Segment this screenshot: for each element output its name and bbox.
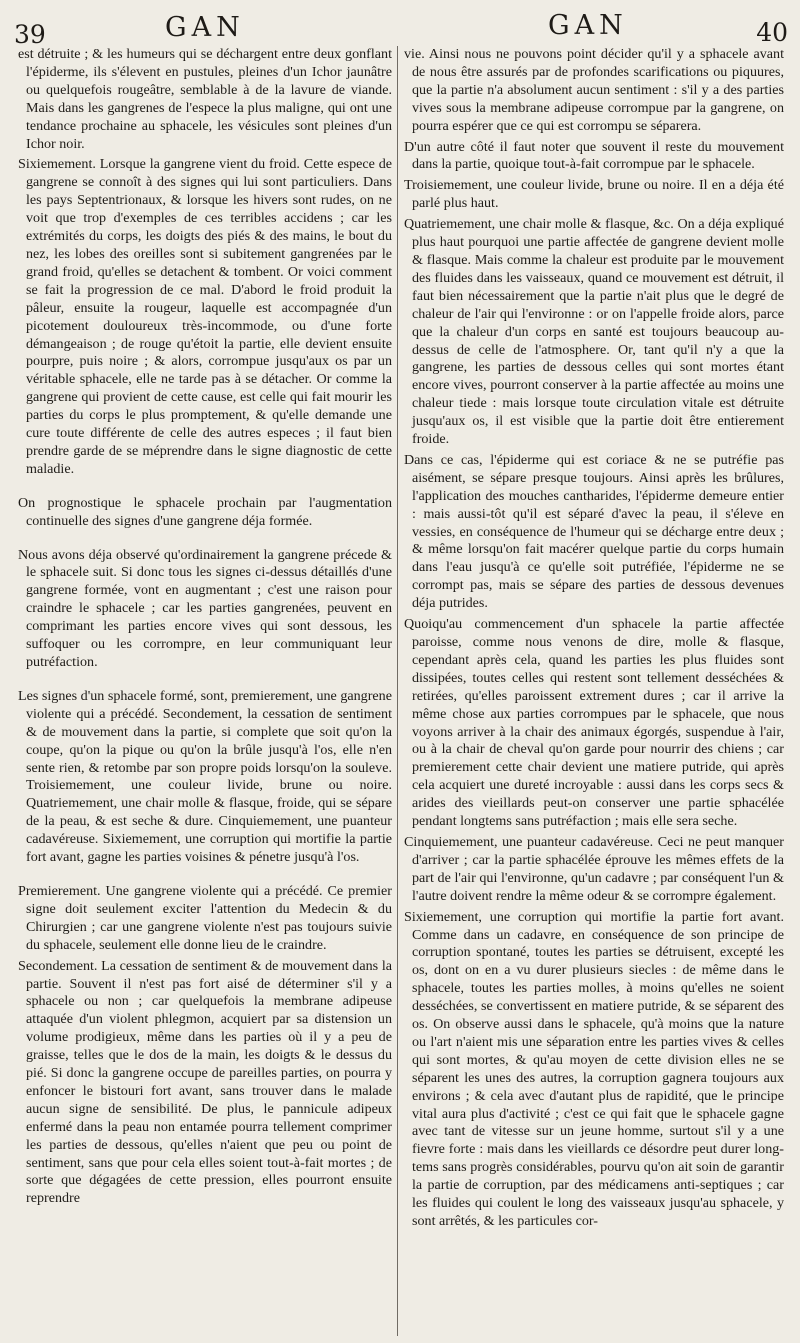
running-head-left: GAN bbox=[165, 12, 245, 43]
paragraph: Les signes d'un sphacele formé, sont, premierement, une gangrene violente qui a précédé. Secondement, la cessation de sentiment & de mouvement dans la partie, si complete que soit qu'on la coupe, qu'on la pique ou qu'on la brûle jusqu'à l'os, elle n'en sente rien, & retombe par son propre poids lorsqu'on la souleve. Troisiemement, une couleur livide, brune ou noire. Quatriemement, une chair molle & flasque, froide, qui se sépare de la peau, & est seche & dure. Cinquiemement, une puanteur cadavéreuse. Sixiemement, une corruption qui mortifie la partie fort avant, gagne les parties voisines & pénetre jusqu'à l'os. bbox=[18, 687, 392, 866]
page-number-left: 39 bbox=[14, 20, 46, 49]
paragraph: Quoiqu'au commencement d'un sphacele la partie affectée paroisse, comme nous venons de dire, molle & flasque, cependant après cela, quand les parties les plus fluides sont dissipées, toutes celles qui restent sont tellement desséchées & retirées, qu'elles paroissent extrement dures ; car il arrive la même chose aux parties corrompues par le sphacele, que nous voyons arriver à la chair des animaux égorgés, suspendue à l'air, ou à la chair de cheval qu'on garde pour nourrir des chiens ; car premierement cette chair devient une matiere putride, qui après cela acquiert une dureté incroyable : aussi dans les corps secs & arides des vieillards peut-on conserver une partie sphacélée pendant longtems sans putréfaction ; mais elle sera seche. bbox=[404, 616, 784, 830]
paragraph: Secondement. La cessation de sentiment & de mouvement dans la partie. Souvent il n'est pas fort aisé de déterminer s'il y a sphacele ou non ; car quelquefois la membrane adipeuse attaquée d'un violent phlegmon, acquiert par sa distension un volume prodigieux, même dans les parties où il y a peu de graisse, telles que le dos de la main, les doigts & le dessus du pié. Si donc la gangrene occupe de pareilles parties, on pourra y enfoncer le bistouri fort avant, sans trouver dans le malade aucun signe de sensibilité. De plus, le pannicule adipeux enfermé dans la peau non entamée pourra tellement comprimer les parties de dessous, qu'elles n'aient que peu ou point de sentiment, sans que pour cela elles soient tout-à-fait mortes ; de sorte que dégagées de cette pression, elles pourront ensuite reprendre bbox=[18, 957, 392, 1207]
page-number-right: 40 bbox=[756, 18, 788, 47]
paragraph: Quatriemement, une chair molle & flasque, &c. On a déja expliqué plus haut pourquoi une partie affectée de gangrene devient molle & flasque. Mais comme la chaleur est produite par le mouvement des fluides dans les vaisseaux, quand ce mouvement est détruit, il faut bien nécessairement que la partie n'ait plus que le degré de chaleur de l'air qui l'environne : or on l'appelle froide alors, parce que la chaleur d'un corps en santé est toujours beaucoup au-dessus de celle de l'atmosphere. Or, tant qu'il n'y a que la gangrene, les parties de dessous celles qui sont mortes étant encore vives, pourront conserver à la partie affectée au moins une chaleur tiede : mais lorsque toute circulation vitale est détruite jusqu'aux os, il est visible que la partie doit être entierement froide. bbox=[404, 216, 784, 448]
paragraph: Troisiemement, une couleur livide, brune ou noire. Il en a déja été parlé plus haut. bbox=[404, 177, 784, 212]
paragraph: D'un autre côté il faut noter que souvent il reste du mouvement dans la partie, quoique tout-à-fait corrompue par le sphacele. bbox=[404, 138, 784, 173]
paragraph: Cinquiemement, une puanteur cadavéreuse. Ceci ne peut manquer d'arriver ; car la partie sphacélée éprouve les mêmes effets de la part de l'air qui l'environne, qu'un cadavre ; par conséquent l'un & l'autre doivent rendre la même odeur & se corrompre également. bbox=[404, 833, 784, 904]
page-header bbox=[0, 0, 800, 48]
paragraph: Dans ce cas, l'épiderme qui est coriace & ne se putréfie pas aisément, se sépare presque toujours. Ainsi après les brûlures, l'application des mouches cantharides, l'épiderme demeure entier : mais aussi-tôt qu'il est séparé d'avec la peau, il s'éleve en vessies, en conséquence de l'humeur qui se décharge entre deux ; & même lorsqu'on fait macérer quelque partie du corps humain dans l'eau jusqu'à ce qu'elle soit putréfiée, l'épiderme ne se corrompt pas, mais se sépare des parties de dessous devenues déja putrides. bbox=[404, 451, 784, 612]
paragraph: On prognostique le sphacele prochain par l'augmentation continuelle des signes d'une gangrene déja formée. bbox=[18, 494, 392, 529]
running-head-right: GAN bbox=[548, 10, 628, 41]
paragraph: Sixiemement, une corruption qui mortifie la partie fort avant. Comme dans un cadavre, en conséquence de son principe de corruption spontané, toutes les parties se détruisent, excepté les os, dont on en a vu durer plusieurs siecles : de même dans le sphacele, toutes les parties molles, à moins qu'elles ne soient desséchées, se convertissent en matiere putride, & se séparent des os. On observe aussi dans le sphacele, qu'à moins que la nature ou l'art n'aient mis une séparation entre les parties vives & celles qui sont mortes, & qu'au moyen de cette division elles ne se séparent les unes des autres, la corruption gagnera toujours aux environs ; & cela avec d'autant plus de rapidité, que le principe vital aura plus d'activité ; c'est ce qui fait que le sphacele gagne avec tant de vitesse sur un jeune homme, surtout s'il y a une fievre forte : mais dans les vieillards ce désordre peut durer long-tems sans progrès considérables, pourvu qu'on ait soin de garantir la partie de corruption, par des médicamens anti-septiques ; car les fluides qui coulent le long des vaisseaux jusqu'au sphacele, y sont arrêtés, & les particules cor- bbox=[404, 908, 784, 1229]
paragraph: est détruite ; & les humeurs qui se déchargent entre deux gonflant l'épiderme, ils s'élevent en pustules, pleines d'un Ichor jaunâtre ou quelquefois rougeâtre, semblable à de la lavure de viande. Mais dans les gangrenes de l'espece la plus maligne, qui ont une tendance prochaine au sphacele, les vésicules sont pleines d'un Ichor noir. bbox=[18, 46, 392, 152]
paragraph: vie. Ainsi nous ne pouvons point décider qu'il y a sphacele avant de nous être assurés par de profondes scarifications ou piquures, que la partie n'a absolument aucun sentiment : s'il y a des parties vives sous la membrane adipeuse corrompue par la gangrene, on pourra espérer que ce qui est corrompu se séparera. bbox=[404, 46, 784, 134]
column-divider bbox=[397, 46, 398, 1336]
right-column bbox=[404, 46, 784, 1338]
paragraph: Premierement. Une gangrene violente qui a précédé. Ce premier signe doit seulement exciter l'attention du Medecin & du Chirurgien ; car une gangrene violente n'est pas toujours suivie du sphacele, seulement elle donne lieu de le craindre. bbox=[18, 882, 392, 953]
paragraph: Sixiemement. Lorsque la gangrene vient du froid. Cette espece de gangrene se connoît à des signes qui lui sont particuliers. Dans les pays Septentrionaux, & lorsque les hivers sont rudes, on ne voit que trop d'exemples de ces terribles accidens ; car les extrémités du corps, les doigts des piés & des mains, le bout du nez, les lobes des oreilles sont si subitement gangrenées par le grand froid, qu'elles se detachent & tombent. Or voici comment se fait la progression de ce mal. D'abord le froid produit la pâleur, ensuite la rougeur, laquelle est accompagnée d'un picotement douloureux très-incommode, ou d'une forte démangeaison ; de rouge qu'étoit la partie, elle devient ensuite pourpre, puis noire ; & alors, corrompue jusqu'aux os par un véritable sphacele, elle ne tarde pas à se détacher. Or comme la gangrene qui provient de cette cause, est celle qui fait mourir les parties du corps le plus promptement, & qu'elle demande une cure toute différente de celle des autres especes ; il faut bien prendre garde de se méprendre dans le signe diagnostic de cette maladie. bbox=[18, 156, 392, 477]
paragraph: Nous avons déja observé qu'ordinairement la gangrene précede & le sphacele suit. Si donc tous les signes ci-dessus détaillés d'une gangrene formée, vont en augmentant ; c'est une raison pour craindre le sphacele ; car les parties gangrenées, peuvent en comprimant les parties encore vives qui sont dessous, les suffoquer ou les corrompre, en leur communiquant leur putréfaction. bbox=[18, 546, 392, 670]
left-column bbox=[18, 46, 392, 1338]
